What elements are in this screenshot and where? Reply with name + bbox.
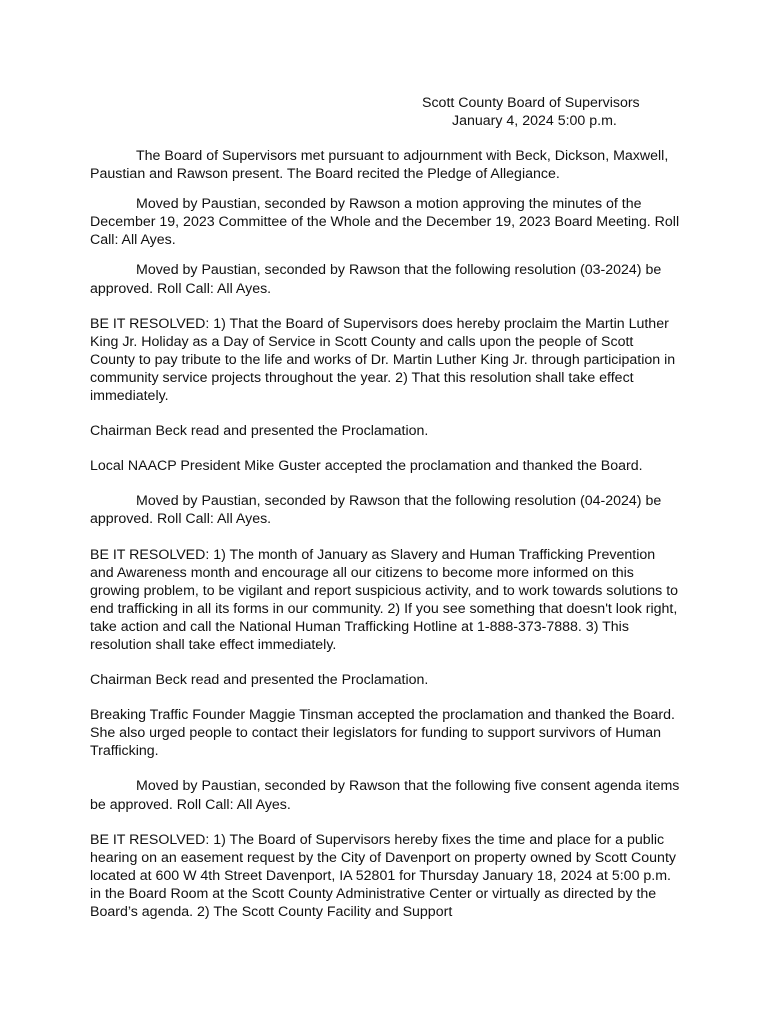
meeting-date: January 4, 2024 5:00 p.m.: [452, 113, 617, 129]
paragraph-motion-consent-agenda: Moved by Paustian, seconded by Rawson that the following five consent agenda items be approved. Roll Call: All Ayes.: [90, 778, 680, 813]
paragraph-resolution-easement: BE IT RESOLVED: 1) The Board of Supervisors hereby fixes the time and place for a public hearing on an easement request by the City of Davenport on property owned by Scott County located at 600 W 4th Street Davenport, IA 52801 for Thursday January 18, 2024 at 5:00 p.m. in the Board Room at the Scott County Administrative Center or virtually as directed by the Board’s agenda. 2) The Scott County Facility and Support: [90, 831, 676, 920]
board-title: Scott County Board of Supervisors: [422, 95, 640, 111]
paragraph-naacp-acceptance: Local NAACP President Mike Guster accepted the proclamation and thanked the Board.: [90, 458, 643, 475]
paragraph-motion-resolution-03: Moved by Paustian, seconded by Rawson that the following resolution (03-2024) be approved. Roll Call: All Ayes.: [90, 262, 662, 297]
minutes-body: [90, 147, 682, 938]
paragraph-motion-resolution-04: Moved by Paustian, seconded by Rawson that the following resolution (04-2024) be approved. Roll Call: All Ayes.: [90, 493, 662, 528]
paragraph-resolution-trafficking: BE IT RESOLVED: 1) The month of January as Slavery and Human Trafficking Prevention and Awareness month and encourage all our citizens to become more informed on this growing problem, to be vigilant and report suspicious activity, and to work towards solutions to end trafficking in all its forms in our community. 2) If you see something that doesn't look right, take action and call the National Human Trafficking Hotline at 1-888-373-7888. 3) This resolution shall take effect immediately.: [90, 546, 679, 653]
paragraph-minutes-motion: Moved by Paustian, seconded by Rawson a motion approving the minutes of the December 19, 2023 Committee of the Whole and the December 19, 2023 Board Meeting. Roll Call: All Ayes.: [90, 196, 680, 249]
paragraph-resolution-mlk: BE IT RESOLVED: 1) That the Board of Supervisors does hereby proclaim the Martin Luther King Jr. Holiday as a Day of Service in Scott County and calls upon the people of Scott County to pay tribute to the life and works of Dr. Martin Luther King Jr. through participation in community service projects throughout the year. 2) That this resolution shall take effect immediately.: [90, 315, 676, 405]
paragraph-breaking-traffic-acceptance: Breaking Traffic Founder Maggie Tinsman accepted the proclamation and thanked the Board. She also urged people to contact their legislators for funding to support survivors of Human Trafficking.: [90, 707, 675, 760]
paragraph-proclamation-read-2: Chairman Beck read and presented the Proclamation.: [90, 672, 429, 689]
paragraph-proclamation-read-1: Chairman Beck read and presented the Proclamation.: [90, 423, 429, 440]
paragraph-attendance: The Board of Supervisors met pursuant to adjournment with Beck, Dickson, Maxwell, Paustian and Rawson present. The Board recited the Pledge of Allegiance.: [90, 148, 669, 183]
